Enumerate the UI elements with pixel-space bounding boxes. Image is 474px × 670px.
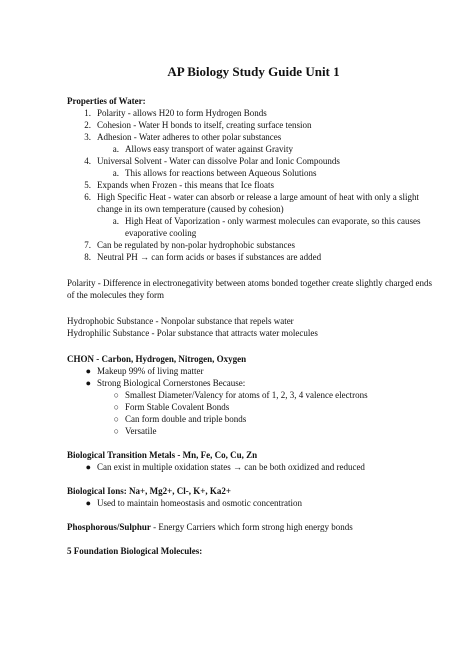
bullet-icon: ● (85, 498, 91, 508)
water-heading: Properties of Water: (67, 96, 146, 106)
list-marker: 8. (84, 252, 91, 262)
sub-list-item (67, 167, 434, 179)
list-item (67, 377, 434, 389)
list-item-text: Universal Solvent - Water can dissolve Polar and Ionic Compounds (97, 156, 340, 166)
hollow-bullet-icon: ○ (113, 402, 119, 412)
list-item-text: Strong Biological Cornerstones Because: (97, 378, 246, 388)
list-item (67, 251, 434, 263)
sub-list-item (67, 143, 434, 155)
bullet-icon: ● (85, 378, 91, 388)
list-item (67, 131, 434, 143)
list-marker: 5. (84, 180, 91, 190)
list-item-text: Expands when Frozen - this means that Ice floats (97, 180, 274, 190)
chon-list (67, 365, 434, 437)
list-marker: a. (112, 168, 119, 178)
list-item-text: Adhesion - Water adheres to other polar substances (97, 132, 282, 142)
polarity-paragraph: Polarity - Difference in electronegativity between atoms bonded together create slightly charged ends of the molecules they form (67, 278, 433, 300)
list-marker: 3. (84, 132, 91, 142)
list-marker: a. (112, 144, 119, 154)
list-marker: 2. (84, 120, 91, 130)
list-item-text: Can exist in multiple oxidation states → can be both oxidized and reduced (97, 462, 365, 472)
list-item (67, 461, 434, 473)
hollow-bullet-icon: ○ (113, 414, 119, 424)
list-item-text: Versatile (125, 426, 157, 436)
sub-list-item (67, 389, 434, 401)
sub-list-item (67, 425, 434, 437)
list-item (67, 155, 434, 167)
list-item-text: Can form double and triple bonds (125, 414, 247, 424)
water-properties-list (67, 107, 434, 263)
metals-heading: Biological Transition Metals - Mn, Fe, Co, Cu, Zn (67, 450, 258, 460)
list-item (67, 365, 434, 377)
list-marker: 1. (84, 108, 91, 118)
list-marker: 6. (84, 192, 91, 202)
list-item-text: High Heat of Vaporization - only warmest molecules can evaporate, so this causes evaporative cooling (125, 216, 421, 238)
list-item-text: Used to maintain homeostasis and osmotic concentration (97, 498, 302, 508)
hydrophobic-paragraph: Hydrophobic Substance - Nonpolar substance that repels water (67, 316, 294, 326)
ions-list (67, 497, 434, 509)
list-item-text: Allows easy transport of water against Gravity (125, 144, 293, 154)
ions-heading: Biological Ions: Na+, Mg2+, Cl-, K+, Ka2+ (67, 486, 232, 496)
phosphorous-paragraph (67, 521, 434, 533)
list-item-text: This allows for reactions between Aqueous Solutions (125, 168, 317, 178)
sub-list-item (67, 215, 434, 239)
bullet-icon: ● (85, 462, 91, 472)
list-item-text: Smallest Diameter/Valency for atoms of 1, 2, 3, 4 valence electrons (125, 390, 368, 400)
list-item-text: Can be regulated by non-polar hydrophobic substances (97, 240, 295, 250)
foundation-heading: 5 Foundation Biological Molecules: (67, 546, 203, 556)
list-item-text: Polarity - allows H20 to form Hydrogen Bonds (97, 108, 267, 118)
sub-list-item (67, 401, 434, 413)
hydrophilic-paragraph: Hydrophilic Substance - Polar substance that attracts water molecules (67, 328, 318, 338)
hollow-bullet-icon: ○ (113, 390, 119, 400)
page-title: AP Biology Study Guide Unit 1 (167, 64, 340, 79)
list-marker: 7. (84, 240, 91, 250)
list-marker: a. (112, 216, 119, 226)
list-marker: 4. (84, 156, 91, 166)
list-item (67, 191, 434, 215)
list-item-text: Form Stable Covalent Bonds (125, 402, 230, 412)
list-item-text: Cohesion - Water H bonds to itself, creating surface tension (97, 120, 312, 130)
list-item (67, 107, 434, 119)
list-item (67, 239, 434, 251)
list-item-text: High Specific Heat - water can absorb or release a large amount of heat with only a slight change in its own temperature (caused by cohesion) (97, 192, 419, 214)
list-item-text: Makeup 99% of living matter (97, 366, 204, 376)
list-item (67, 497, 434, 509)
list-item (67, 179, 434, 191)
bullet-icon: ● (85, 366, 91, 376)
list-item-text: Neutral PH → can form acids or bases if substances are added (97, 252, 322, 262)
phosphorous-label: Phosphorous/Sulphur (67, 522, 151, 532)
chon-heading: CHON - Carbon, Hydrogen, Nitrogen, Oxygen (67, 354, 247, 364)
metals-list (67, 461, 434, 473)
sub-list-item (67, 413, 434, 425)
list-item (67, 119, 434, 131)
phosphorous-text: - Energy Carriers which form strong high energy bonds (150, 522, 353, 532)
hollow-bullet-icon: ○ (113, 426, 119, 436)
